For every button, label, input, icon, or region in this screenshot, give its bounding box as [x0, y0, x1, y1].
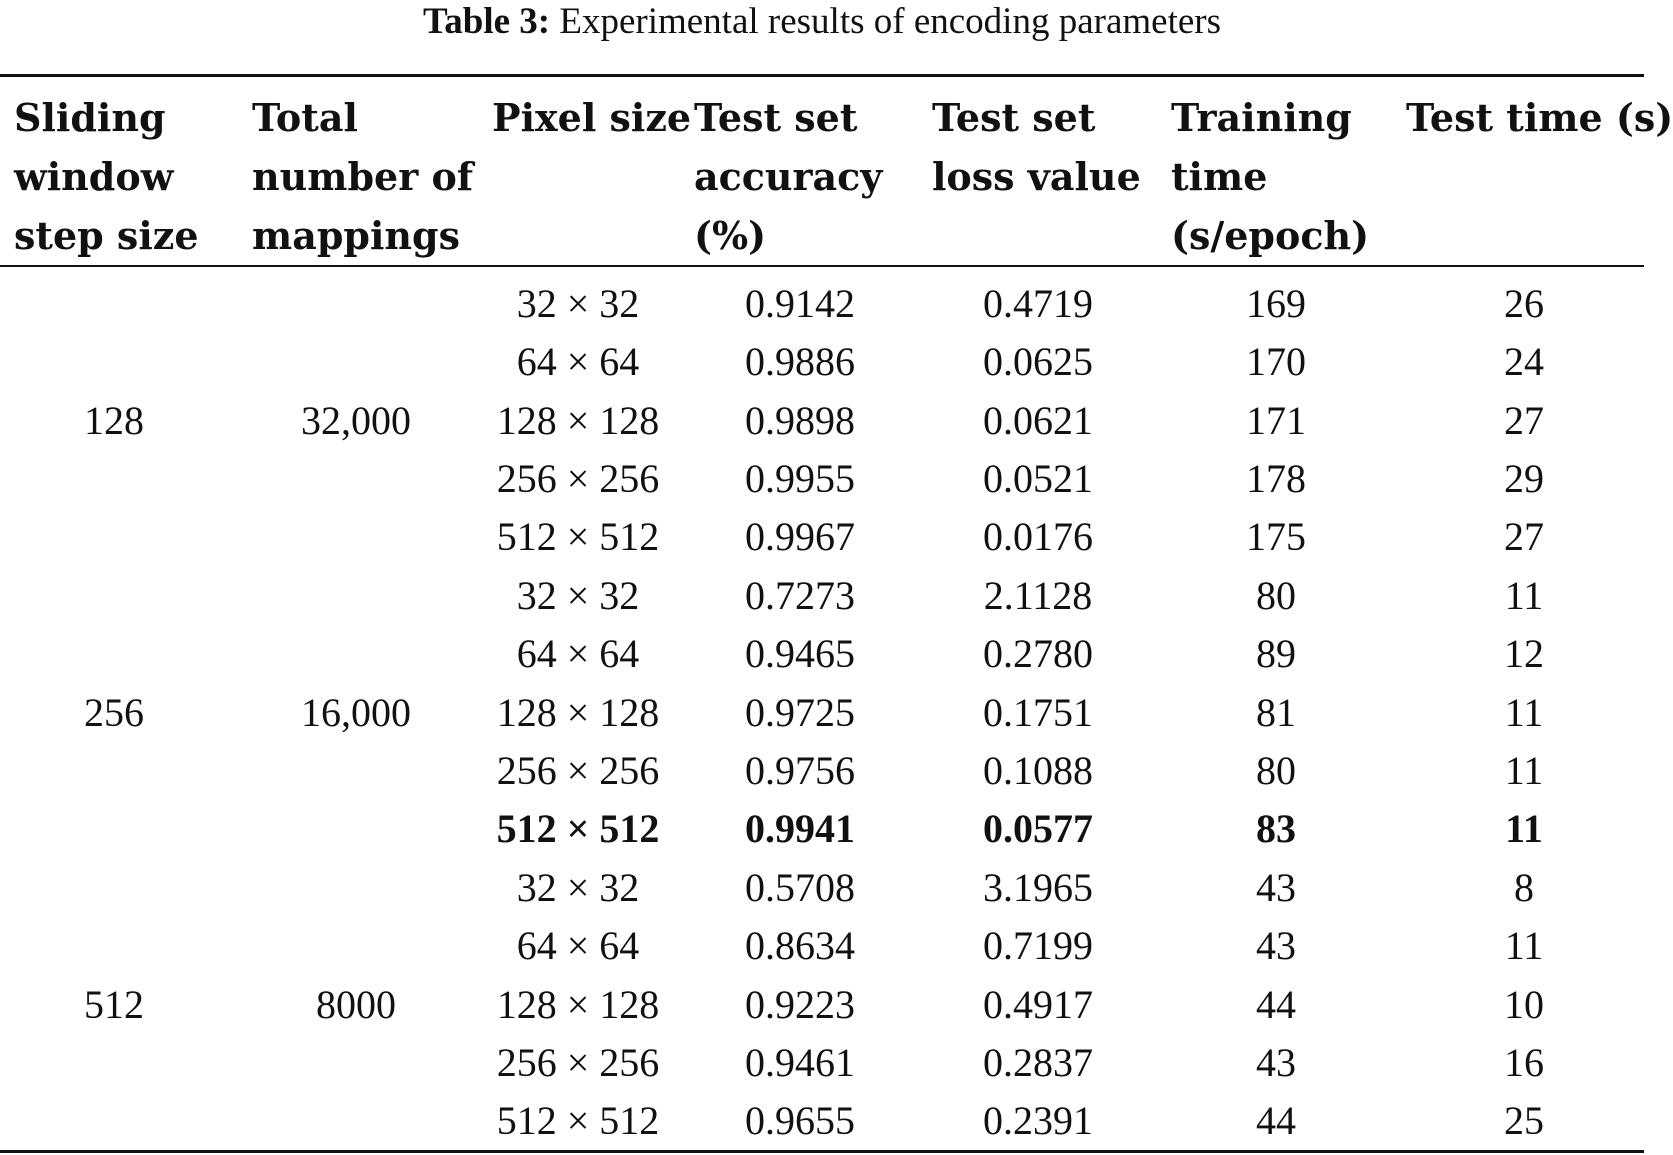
- group-step-size: 128: [84, 398, 144, 443]
- loss-cell: 0.2780: [983, 631, 1093, 676]
- group-step-size: 512: [84, 982, 144, 1027]
- header-step-size: [14, 88, 199, 265]
- header-test-time: [1406, 88, 1673, 147]
- table-row: [0, 742, 1644, 800]
- training-time-cell: 44: [1256, 982, 1296, 1027]
- pixel-size-cell: 64 × 64: [516, 923, 640, 968]
- test-time-cell: 11: [1504, 690, 1544, 735]
- header-line: Training: [1171, 95, 1352, 140]
- test-time-cell: 12: [1504, 631, 1544, 676]
- loss-cell: 0.0176: [983, 514, 1093, 559]
- accuracy-cell: 0.9655: [745, 1098, 855, 1143]
- table-caption: [0, 2, 1644, 42]
- accuracy-cell: 0.9967: [745, 514, 855, 559]
- training-time-cell: 169: [1246, 281, 1306, 326]
- accuracy-cell: 0.9941: [745, 806, 855, 851]
- pixel-size-cell: 512 × 512: [496, 1098, 660, 1143]
- header-mappings: [252, 88, 473, 265]
- header-line: (%): [694, 213, 767, 258]
- training-time-cell: 83: [1256, 806, 1296, 851]
- training-time-cell: 171: [1246, 398, 1306, 443]
- training-time-cell: 80: [1256, 748, 1296, 793]
- header-line: Pixel size: [492, 95, 692, 140]
- loss-cell: 0.2837: [983, 1040, 1093, 1085]
- accuracy-cell: 0.9142: [745, 281, 855, 326]
- header-line: (s/epoch): [1171, 213, 1370, 258]
- pixel-size-cell: 128 × 128: [496, 690, 660, 735]
- loss-cell: 0.0625: [983, 339, 1093, 384]
- training-time-cell: 43: [1256, 865, 1296, 910]
- accuracy-cell: 0.9756: [745, 748, 855, 793]
- header-line: step size: [14, 213, 199, 258]
- header-line: mappings: [252, 213, 460, 258]
- header-line: window: [14, 154, 174, 199]
- table-row: [0, 333, 1644, 391]
- table-row: [0, 917, 1644, 975]
- top-rule: [0, 74, 1644, 77]
- test-time-cell: 29: [1504, 456, 1544, 501]
- pixel-size-cell: 512 × 512: [496, 806, 660, 851]
- pixel-size-cell: 64 × 64: [516, 339, 640, 384]
- header-line: Test time (s): [1406, 95, 1673, 140]
- accuracy-cell: 0.9461: [745, 1040, 855, 1085]
- accuracy-cell: 0.7273: [745, 573, 855, 618]
- accuracy-cell: 0.9223: [745, 982, 855, 1027]
- table-row: [0, 1034, 1644, 1092]
- training-time-cell: 175: [1246, 514, 1306, 559]
- loss-cell: 2.1128: [983, 573, 1093, 618]
- accuracy-cell: 0.9725: [745, 690, 855, 735]
- test-time-cell: 11: [1504, 748, 1544, 793]
- loss-cell: 0.0621: [983, 398, 1093, 443]
- pixel-size-cell: 32 × 32: [516, 281, 640, 326]
- header-loss: [932, 88, 1141, 206]
- training-time-cell: 43: [1256, 923, 1296, 968]
- pixel-size-cell: 32 × 32: [516, 865, 640, 910]
- header-line: Sliding: [14, 95, 166, 140]
- loss-cell: 3.1965: [983, 865, 1093, 910]
- loss-cell: 0.0577: [983, 806, 1093, 851]
- table-row: [0, 859, 1644, 917]
- loss-cell: 0.0521: [983, 456, 1093, 501]
- group-step-size: 256: [84, 690, 144, 735]
- training-time-cell: 80: [1256, 573, 1296, 618]
- table-row: [0, 508, 1644, 566]
- loss-cell: 0.2391: [983, 1098, 1093, 1143]
- header-line: loss value: [932, 154, 1141, 199]
- bottom-rule: [0, 1150, 1644, 1153]
- pixel-size-cell: 256 × 256: [496, 1040, 660, 1085]
- table-row: [0, 684, 1644, 742]
- training-time-cell: 170: [1246, 339, 1306, 384]
- test-time-cell: 16: [1504, 1040, 1544, 1085]
- loss-cell: 0.4917: [983, 982, 1093, 1027]
- training-time-cell: 178: [1246, 456, 1306, 501]
- header-line: Test set: [932, 95, 1096, 140]
- training-time-cell: 81: [1256, 690, 1296, 735]
- pixel-size-cell: 128 × 128: [496, 982, 660, 1027]
- group-mappings: 8000: [316, 982, 396, 1027]
- accuracy-cell: 0.9465: [745, 631, 855, 676]
- accuracy-cell: 0.9955: [745, 456, 855, 501]
- loss-cell: 0.4719: [983, 281, 1093, 326]
- pixel-size-cell: 64 × 64: [516, 631, 640, 676]
- header-line: Test set: [694, 95, 858, 140]
- table-row-highlighted: [0, 800, 1644, 858]
- accuracy-cell: 0.9898: [745, 398, 855, 443]
- test-time-cell: 27: [1504, 514, 1544, 559]
- test-time-cell: 25: [1504, 1098, 1544, 1143]
- test-time-cell: 11: [1504, 573, 1544, 618]
- loss-cell: 0.7199: [983, 923, 1093, 968]
- loss-cell: 0.1751: [983, 690, 1093, 735]
- test-time-cell: 11: [1505, 806, 1543, 851]
- training-time-cell: 43: [1256, 1040, 1296, 1085]
- pixel-size-cell: 32 × 32: [516, 573, 640, 618]
- group-mappings: 16,000: [301, 690, 411, 735]
- test-time-cell: 27: [1504, 398, 1544, 443]
- test-time-cell: 24: [1504, 339, 1544, 384]
- pixel-size-cell: 256 × 256: [496, 456, 660, 501]
- loss-cell: 0.1088: [983, 748, 1093, 793]
- table-row: [0, 625, 1644, 683]
- table-row: [0, 392, 1644, 450]
- header-rule: [0, 265, 1644, 267]
- pixel-size-cell: 128 × 128: [496, 398, 660, 443]
- accuracy-cell: 0.5708: [745, 865, 855, 910]
- table-row: [0, 1092, 1644, 1150]
- caption-label: Table 3:: [422, 1, 551, 42]
- table-row: [0, 450, 1644, 508]
- header-accuracy: [694, 88, 882, 265]
- table-row: [0, 275, 1644, 333]
- training-time-cell: 89: [1256, 631, 1296, 676]
- header-line: accuracy: [694, 154, 883, 199]
- pixel-size-cell: 512 × 512: [496, 514, 660, 559]
- header-line: Total: [252, 95, 358, 140]
- accuracy-cell: 0.9886: [745, 339, 855, 384]
- test-time-cell: 26: [1504, 281, 1544, 326]
- test-time-cell: 10: [1504, 982, 1544, 1027]
- test-time-cell: 8: [1514, 865, 1534, 910]
- header-line: time: [1171, 154, 1268, 199]
- accuracy-cell: 0.8634: [745, 923, 855, 968]
- header-line: number of: [252, 154, 474, 199]
- header-pixel-size: [492, 88, 691, 147]
- group-mappings: 32,000: [301, 398, 411, 443]
- table-row: [0, 976, 1644, 1034]
- caption-text: Experimental results of encoding parameters: [559, 1, 1222, 42]
- pixel-size-cell: 256 × 256: [496, 748, 660, 793]
- test-time-cell: 11: [1504, 923, 1544, 968]
- training-time-cell: 44: [1256, 1098, 1296, 1143]
- table-row: [0, 567, 1644, 625]
- header-training-time: [1171, 88, 1369, 265]
